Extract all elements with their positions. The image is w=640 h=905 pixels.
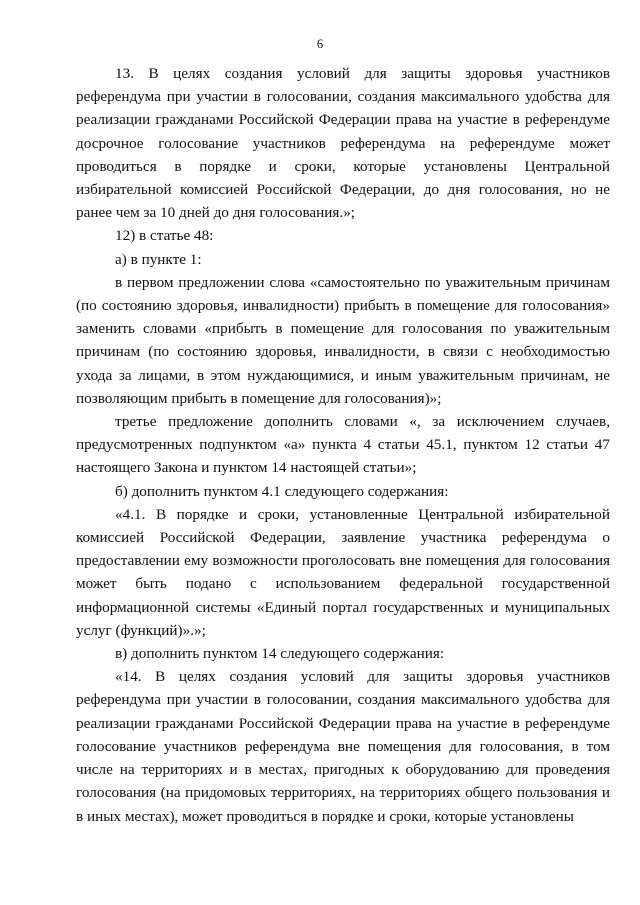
paragraph-item-13: 13. В целях создания условий для защиты здоровья участников референдума при участии в голосовании, создания максимального удобства для реализации гражданами Российской Федерации права на участие в референдуме досрочное голосование участников референдума на референдуме может проводиться в порядке и сроки, которые установлены Центральной избирательной комиссией Российской Федерации, до дня голосования, но не ранее чем за 10 дней до дня голосования.»; xyxy=(76,65,610,222)
paragraph-point-1: а) в пункте 1: xyxy=(115,250,202,268)
page-number: 6 xyxy=(316,37,324,51)
paragraph-point-14: «14. В целях создания условий для защиты здоровья участников референдума при участии в голосовании, создания максимального удобства для реализации гражданами Российской Федерации права на участие в референдуме голосование участников референдума вне помещения для голосования, в том числе на территориях и в местах, пригодных к оборудованию для проведения голосования (на придомовых территориях, на территориях общего пользования и в иных местах), может проводиться в порядке и сроки, которые установлены xyxy=(76,668,610,825)
document-body xyxy=(76,62,610,828)
paragraph-add-point-4-1: б) дополнить пунктом 4.1 следующего содержания: xyxy=(115,482,449,500)
paragraph-third-sentence: третье предложение дополнить словами «, за исключением случаев, предусмотренных подпунктом «а» пункта 4 статьи 45.1, пунктом 12 статьи 47 настоящего Закона и пунктом 14 настоящей статьи»; xyxy=(76,413,610,477)
paragraph-first-sentence: в первом предложении слова «самостоятельно по уважительным причинам (по состоянию здоровья, инвалидности) прибыть в помещение для голосования» заменить словами «прибыть в помещение для голосования по уважительным причинам (по состоянию здоровья, инвалидности, в связи с необходимостью ухода за лицами, в этом нуждающимися, и иным уважительным причинам, не позволяющим прибыть в помещение для голосования)»; xyxy=(76,273,610,407)
paragraph-article-48: 12) в статье 48: xyxy=(115,227,214,245)
paragraph-point-4-1: «4.1. В порядке и сроки, установленные Центральной избирательной комиссией Российской Федерации, заявление участника референдума о предоставлении ему возможности проголосовать вне помещения для голосования может быть подано с использованием федеральной государственной информационной системы «Единый портал государственных и муниципальных услуг (функций)».»; xyxy=(76,505,610,639)
paragraph-add-point-14: в) дополнить пунктом 14 следующего содержания: xyxy=(115,645,445,663)
